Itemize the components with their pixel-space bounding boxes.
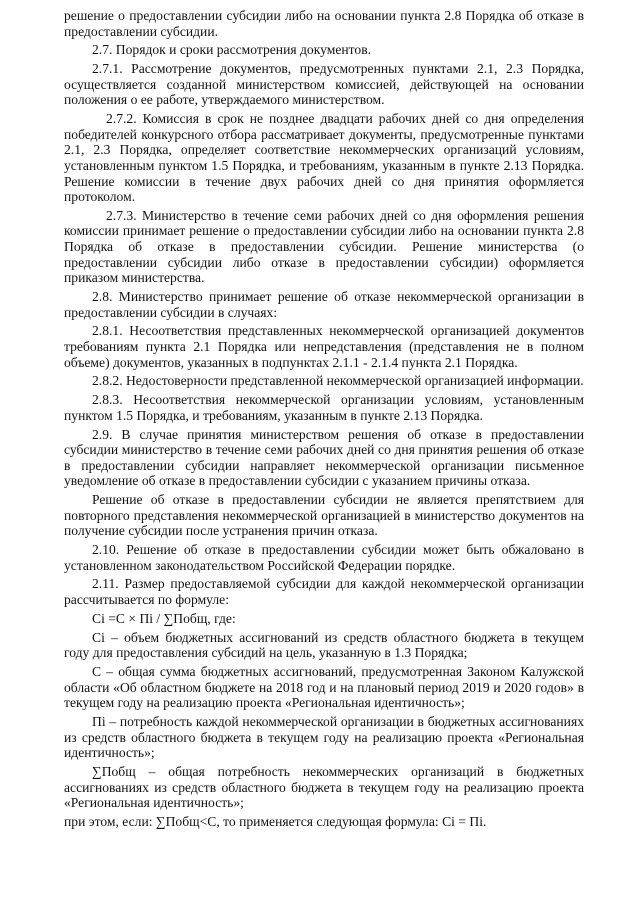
paragraph-2-7: 2.7. Порядок и сроки рассмотрения документов. (92, 42, 372, 58)
definition-ci: Ci – объем бюджетных ассигнований из средств областного бюджета в текущем году для предоставления субсидий на цель, указанную в 1.3 Порядка; (64, 629, 584, 661)
definition-pi: Пi – потребность каждой некоммерческой организации в бюджетных ассигнованиях из средств областного бюджета в текущем году на реализацию проекта «Региональная идентичность»; (64, 713, 584, 761)
paragraph-2-8-2: 2.8.2. Недостоверности представленной некоммерческой организацией информации. (92, 373, 584, 389)
paragraph-2-9: 2.9. В случае принятия министерством решения об отказе в предоставлении субсидии министерство в течение семи рабочих дней со дня принятия решения об отказе в предоставлении субсидии направляет некоммерческой организации письменное уведомление об отказе в предоставлении субсидии с указанием причины отказа. (64, 426, 584, 489)
paragraph-2-8-3: 2.8.3. Несоответствия некоммерческой организации условиям, установленным пунктом 1.5 Порядка, и требованиям, указанным в пункте 2.13 Порядка. (64, 392, 584, 423)
paragraph-2-7-1: 2.7.1. Рассмотрение документов, предусмотренных пунктами 2.1, 2.3 Порядка, осуществляется созданной министерством комиссией, действующей на основании положения о ее работе, утверждаемого министерством. (64, 61, 584, 108)
paragraph-2-7-2: 2.7.2. Комиссия в срок не позднее двадцати рабочих дней со дня определения победителей конкурсного отбора рассматривает документы, предусмотренные пунктами 2.1, 2.3 Порядка, определяет соответствие некоммерческих организаций условиям, установленным пунктом 1.5 Порядка, и требованиям, указанным в пункте 2.13 Порядка. Решение комиссии в течение двух рабочих дней со дня принятия оформляется протоколом. (64, 111, 584, 205)
definition-c: C – общая сумма бюджетных ассигнований, предусмотренная Законом Калужской области «Об областном бюджете на 2018 год и на плановый период 2019 и 2020 годов» в текущем году на реализацию проекта «Региональная идентичность»; (64, 663, 584, 711)
definition-sum-p: ∑Побщ – общая потребность некоммерческих организаций в бюджетных ассигнованиях из средств областного бюджета в текущем году на реализацию проекта «Региональная идентичность»; (64, 763, 584, 811)
paragraph-refusal-note: Решение об отказе в предоставлении субсидии не является препятствием для повторного представления некоммерческой организацией в министерство документов на получение субсидии после устранения причин отказа. (64, 492, 584, 539)
paragraph-2-11: 2.11. Размер предоставляемой субсидии для каждой некоммерческой организации рассчитывается по формуле: (64, 576, 584, 608)
formula-condition: при этом, если: ∑Побщ<C, то применяется следующая формула: Ci = Пi. (64, 813, 487, 829)
document-body (64, 8, 584, 833)
paragraph-2-8-1: 2.8.1. Несоответствия представленных некоммерческой организацией документов требованиям пункта 2.1 Порядка или непредставления (представления не в полном объеме) документов, указанных в подпунктах 2.1.1 - 2.1.4 пункта 2.1 Порядка. (64, 323, 584, 370)
paragraph-2-7-3: 2.7.3. Министерство в течение семи рабочих дней со дня оформления решения комиссии принимает решение о предоставлении субсидии либо на основании пункта 2.8 Порядка об отказе в предоставлении субсидии. Решение министерства (о предоставлении субсидии либо отказе в предоставлении субсидии) оформляется приказом министерства. (64, 207, 584, 286)
paragraph-2-8: 2.8. Министерство принимает решение об отказе некоммерческой организации в предоставлении субсидии в случаях: (64, 289, 584, 320)
paragraph-2-10: 2.10. Решение об отказе в предоставлении субсидии может быть обжаловано в установленном законодательством Российской Федерации порядке. (64, 542, 584, 573)
paragraph-continuation: решение о предоставлении субсидии либо на основании пункта 2.8 Порядка об отказе в предоставлении субсидии. (64, 8, 584, 39)
formula-main: Ci =C × Пi / ∑Побщ, где: (92, 610, 236, 626)
